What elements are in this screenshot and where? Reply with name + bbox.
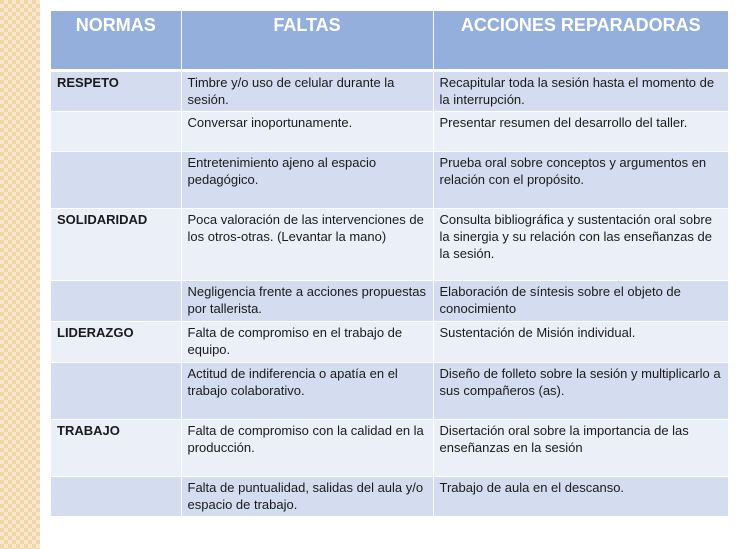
norma-cell: LIDERAZGO [51, 322, 181, 363]
table-row [51, 152, 728, 209]
accion-cell: Elaboración de síntesis sobre el objeto de conocimiento [433, 281, 728, 322]
table-row [51, 112, 728, 152]
header-acciones-reparadoras: ACCIONES REPARADORAS [433, 11, 728, 71]
falta-cell: Conversar inoportunamente. [181, 112, 433, 152]
accion-cell: Recapitular toda la sesión hasta el momento de la interrupción. [433, 71, 728, 112]
header-row [51, 11, 728, 71]
norma-cell [51, 152, 181, 209]
normas-table [51, 11, 728, 517]
table-row [51, 209, 728, 281]
table-row [51, 322, 728, 363]
falta-cell: Actitud de indiferencia o apatía en el trabajo colaborativo. [181, 363, 433, 420]
falta-cell: Timbre y/o uso de celular durante la sesión. [181, 71, 433, 112]
header-normas: NORMAS [51, 11, 181, 71]
falta-cell: Falta de compromiso en el trabajo de equipo. [181, 322, 433, 363]
falta-cell: Negligencia frente a acciones propuestas por tallerista. [181, 281, 433, 322]
falta-cell: Falta de puntualidad, salidas del aula y/o espacio de trabajo. [181, 477, 433, 517]
norma-cell [51, 363, 181, 420]
accion-cell: Sustentación de Misión individual. [433, 322, 728, 363]
table-row [51, 420, 728, 477]
norma-cell [51, 112, 181, 152]
falta-cell: Poca valoración de las intervenciones de los otros-otras. (Levantar la mano) [181, 209, 433, 281]
table-row [51, 477, 728, 517]
accion-cell: Disertación oral sobre la importancia de las enseñanzas en la sesión [433, 420, 728, 477]
norma-cell [51, 281, 181, 322]
norma-cell [51, 477, 181, 517]
header-faltas: FALTAS [181, 11, 433, 71]
accion-cell: Consulta bibliográfica y sustentación oral sobre la sinergia y su relación con las enseñanzas de la sesión. [433, 209, 728, 281]
table-row [51, 281, 728, 322]
accion-cell: Presentar resumen del desarrollo del taller. [433, 112, 728, 152]
table-row [51, 71, 728, 112]
falta-cell: Falta de compromiso con la calidad en la producción. [181, 420, 433, 477]
falta-cell: Entretenimiento ajeno al espacio pedagógico. [181, 152, 433, 209]
norma-cell: RESPETO [51, 71, 181, 112]
norma-cell: TRABAJO [51, 420, 181, 477]
norma-cell: SOLIDARIDAD [51, 209, 181, 281]
table-row [51, 363, 728, 420]
accion-cell: Diseño de folleto sobre la sesión y multiplicarlo a sus compañeros (as). [433, 363, 728, 420]
decorative-side-stripe [0, 0, 40, 549]
accion-cell: Prueba oral sobre conceptos y argumentos en relación con el propósito. [433, 152, 728, 209]
accion-cell: Trabajo de aula en el descanso. [433, 477, 728, 517]
